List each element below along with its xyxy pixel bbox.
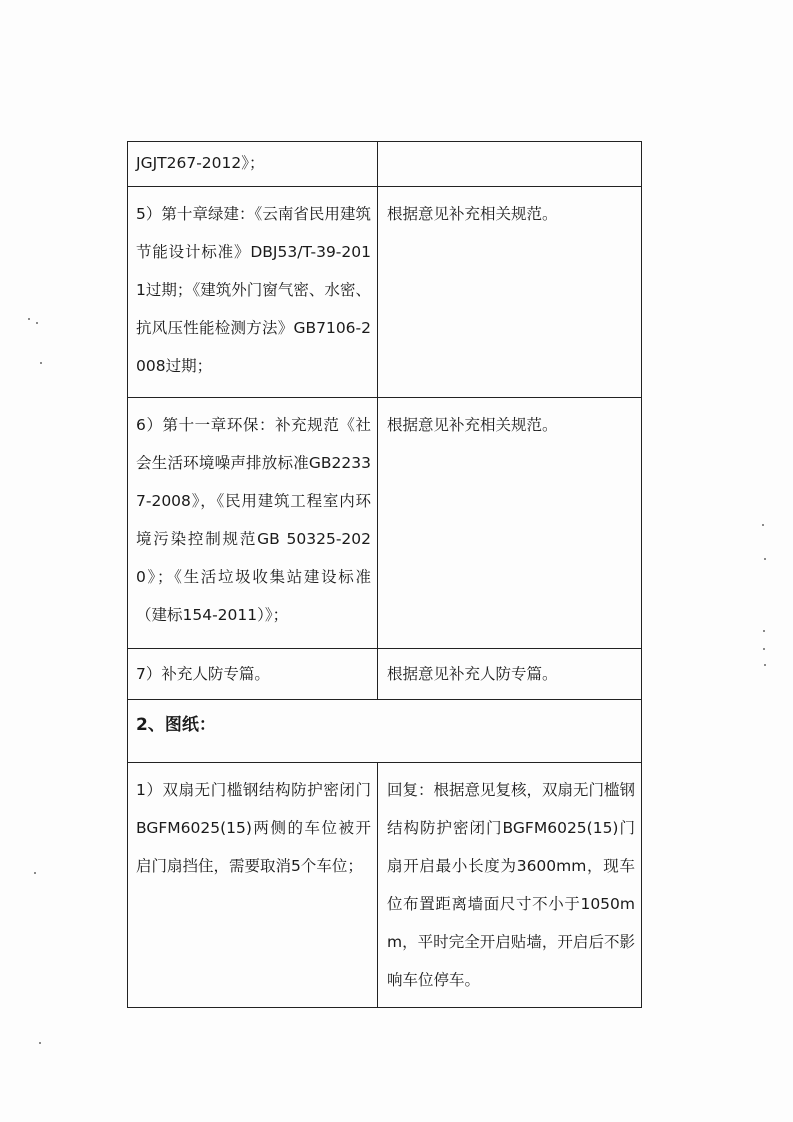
table-row: [128, 187, 642, 398]
reply-cell: [378, 187, 642, 398]
section-heading-cell: [128, 700, 642, 763]
comment-text: 1）双扇无门槛钢结构防护密闭门BGFM6025(15)两侧的车位被开启门扇挡住，需要取消5个车位；: [136, 781, 371, 875]
scan-speck: [40, 362, 42, 364]
scan-speck: [34, 872, 36, 874]
reply-cell: [378, 398, 642, 649]
table-row: [128, 649, 642, 700]
reply-text: 根据意见补充相关规范。: [387, 205, 558, 223]
comment-cell: [128, 649, 378, 700]
comment-text: 6）第十一章环保：补充规范《社会生活环境噪声排放标准GB22337-2008》，《民用建筑工程室内环境污染控制规范GB 50325-2020》；《生活垃圾收集站建设标准（建标154-2011）》；: [136, 416, 371, 624]
table-row: [128, 142, 642, 187]
section-heading: 2、图纸：: [136, 715, 216, 735]
reply-text: 根据意见补充相关规范。: [387, 416, 558, 434]
section-heading-row: [128, 700, 642, 763]
scan-speck: [39, 1042, 41, 1044]
reply-cell: [378, 763, 642, 1008]
comment-cell: [128, 763, 378, 1008]
comment-text: 5）第十章绿建：《云南省民用建筑节能设计标准》DBJ53/T-39-2011过期；《建筑外门窗气密、水密、抗风压性能检测方法》GB7106-2008过期；: [136, 205, 371, 375]
reply-cell: [378, 649, 642, 700]
scan-speck: [28, 318, 30, 320]
reply-text: 根据意见补充人防专篇。: [387, 665, 558, 683]
reply-cell: [378, 142, 642, 187]
reply-text: [378, 142, 641, 148]
scan-speck: [764, 664, 766, 666]
comment-cell: [128, 398, 378, 649]
scan-speck: [762, 524, 764, 526]
comment-text: 7）补充人防专篇。: [136, 665, 270, 683]
scan-speck: [763, 648, 765, 650]
scan-speck: [764, 558, 766, 560]
comment-cell: [128, 187, 378, 398]
table-row: [128, 398, 642, 649]
review-comments-table: [127, 141, 642, 1008]
scan-speck: [763, 630, 765, 632]
comment-cell: [128, 142, 378, 187]
scan-speck: [36, 322, 38, 324]
comment-text: JGJT267-2012》；: [136, 154, 265, 172]
table-row: [128, 763, 642, 1008]
reply-text: 回复：根据意见复核，双扇无门槛钢结构防护密闭门BGFM6025(15)门扇开启最小长度为3600mm，现车位布置距离墙面尺寸不小于1050mm，平时完全开启贴墙，开启后不影响车位停车。: [387, 781, 636, 989]
